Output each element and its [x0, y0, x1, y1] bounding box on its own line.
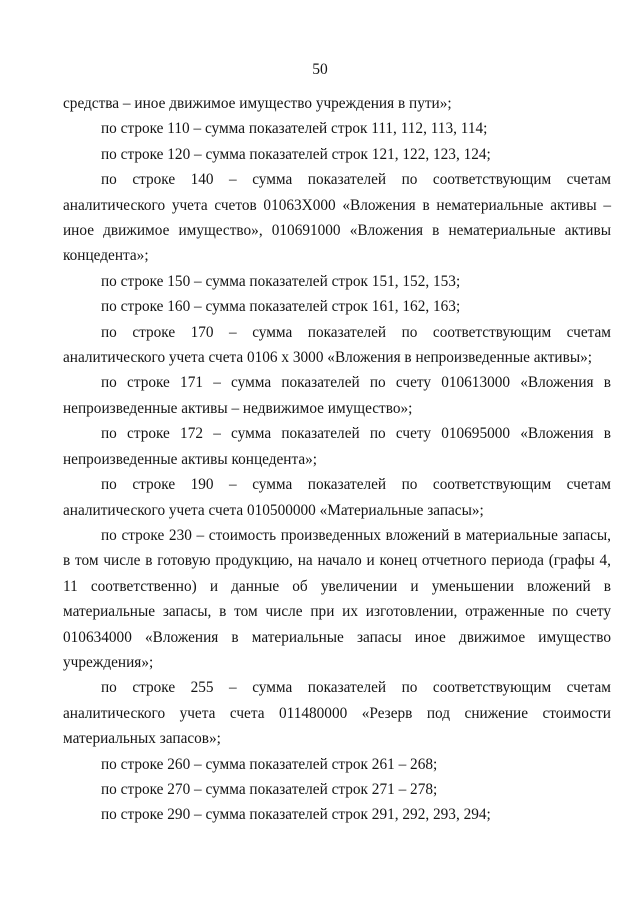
paragraph-line-110: по строке 110 – сумма показателей строк 111, 112, 113, 114;	[101, 120, 488, 138]
document-body	[63, 91, 611, 828]
paragraph-line-140: по строке 140 – сумма показателей по соответствующим счетам аналитического учета счетов 01063Х000 «Вложения в нематериальные активы – иное движимое имущество», 010691000 «Вложения в нематериальные активы концедента»;	[63, 171, 611, 265]
paragraph-line-170: по строке 170 – сумма показателей по соответствующим счетам аналитического учета счета 0106 х 3000 «Вложения в непроизведенные активы»;	[63, 323, 611, 367]
page-number: 50	[312, 61, 328, 78]
paragraph-line-160: по строке 160 – сумма показателей строк 161, 162, 163;	[101, 298, 461, 316]
paragraph-line-120: по строке 120 – сумма показателей строк 121, 122, 123, 124;	[101, 145, 491, 163]
paragraph-line-230: по строке 230 – стоимость произведенных вложений в материальные запасы, в том числе в готовую продукцию, на начало и конец отчетного периода (графы 4, 11 соответственно) и данные об увеличении и уменьшении вложений в материальные запасы, в том числе при их изготовлении, отраженные по счету 010634000 «Вложения в материальные запасы иное движимое имущество учреждения»;	[63, 526, 611, 671]
paragraph-line-260: по строке 260 – сумма показателей строк 261 – 268;	[101, 755, 438, 773]
paragraph-line-270: по строке 270 – сумма показателей строк 271 – 278;	[101, 780, 438, 798]
paragraph-line-290: по строке 290 – сумма показателей строк 291, 292, 293, 294;	[101, 806, 491, 824]
paragraph-line-150: по строке 150 – сумма показателей строк 151, 152, 153;	[101, 272, 461, 290]
paragraph-line-255: по строке 255 – сумма показателей по соответствующим счетам аналитического учета счета 011480000 «Резерв под снижение стоимости материальных запасов»;	[63, 679, 611, 748]
paragraph-continuation: средства – иное движимое имущество учреждения в пути»;	[63, 95, 452, 112]
paragraph-line-172: по строке 172 – сумма показателей по счету 010695000 «Вложения в непроизведенные активы концедента»;	[63, 425, 611, 468]
paragraph-line-171: по строке 171 – сумма показателей по счету 010613000 «Вложения в непроизведенные активы – недвижимое имущество»;	[63, 374, 611, 417]
paragraph-line-190: по строке 190 – сумма показателей по соответствующим счетам аналитического учета счета 010500000 «Материальные запасы»;	[63, 476, 611, 519]
